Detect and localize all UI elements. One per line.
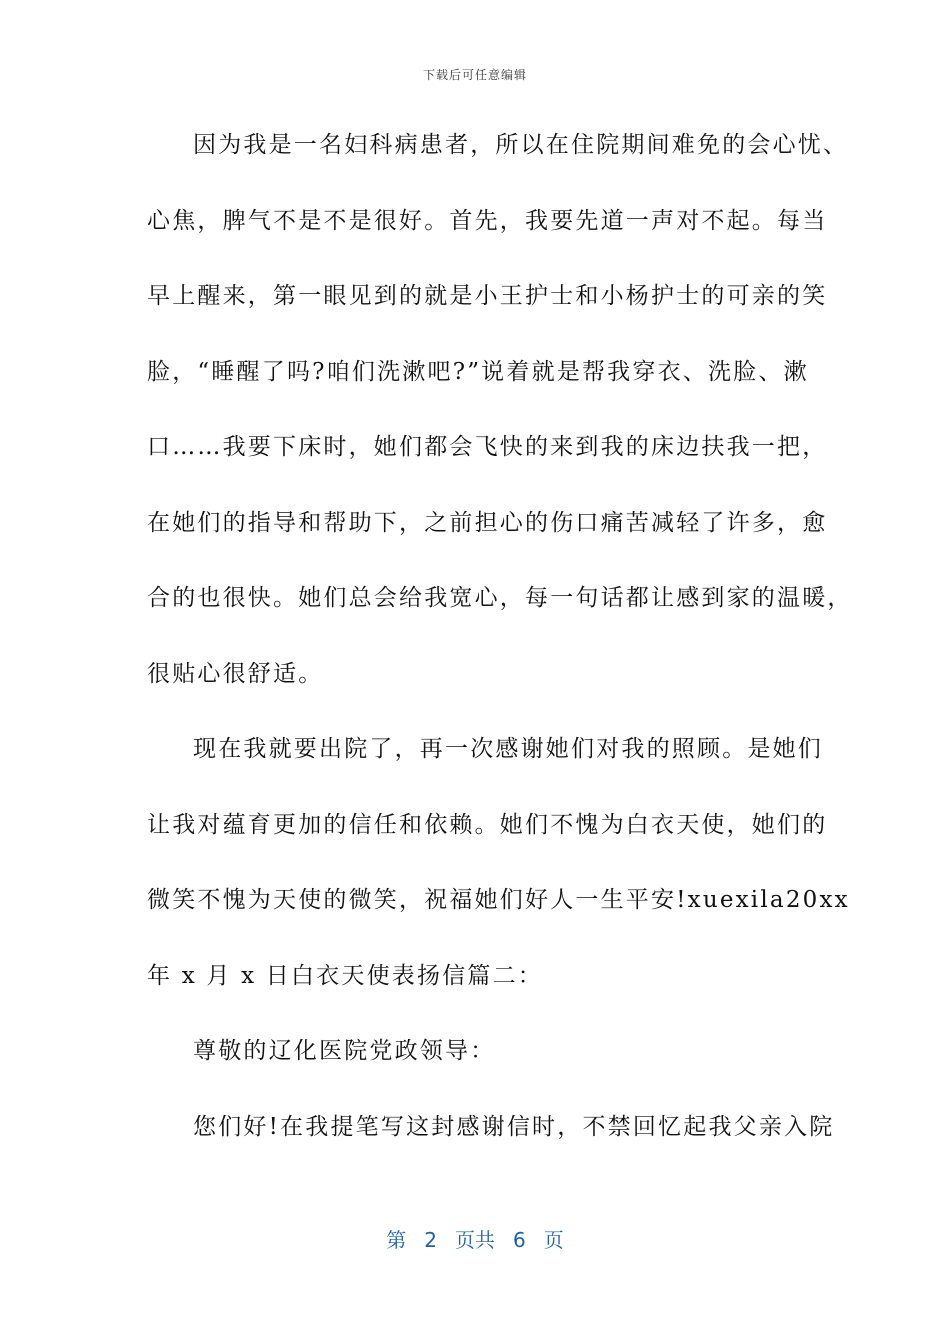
- text-line: 早上醒来，第一眼见到的就是小王护士和小杨护士的可亲的笑: [147, 283, 828, 309]
- current-page-number: 2: [424, 1228, 437, 1252]
- document-body: [147, 120, 853, 1177]
- text-line: 在她们的指导和帮助下，之前担心的伤口痛苦减轻了许多，愈: [147, 509, 828, 536]
- page-label: 页: [543, 1228, 564, 1252]
- text-line: 很贴心很舒适。: [147, 660, 324, 687]
- text-line: 您们好!在我提笔写这封感谢信时，不禁回忆起我父亲入院: [193, 1113, 835, 1140]
- text-line: 口……我要下床时，她们都会飞快的来到我的床边扶我一把，: [147, 434, 828, 460]
- page-footer: [0, 1224, 950, 1253]
- page-label: 页共: [455, 1228, 495, 1252]
- text-line: 脸，“睡醒了吗?咱们洗漱吧?”说着就是帮我穿衣、洗脸、漱: [147, 358, 809, 385]
- text-line: 年 x 月 x 日白衣天使表扬信篇二：: [147, 962, 543, 989]
- text-line: 因为我是一名妇科病患者，所以在住院期间难免的会心忧、: [193, 132, 849, 158]
- page-label: 第: [386, 1228, 407, 1252]
- text-line: 现在我就要出院了，再一次感谢她们对我的照顾。是她们: [193, 736, 823, 762]
- text-line: 微笑不愧为天使的微笑，祝福她们好人一生平安!xuexila20xx: [147, 887, 850, 913]
- text-line: 心焦，脾气不是不是很好。首先，我要先道一声对不起。每当: [147, 207, 828, 234]
- total-pages-number: 6: [513, 1228, 526, 1252]
- page-header: 下载后可任意编辑: [422, 68, 527, 82]
- text-line: 尊敬的辽化医院党政领导：: [193, 1038, 496, 1064]
- text-line: 合的也很快。她们总会给我宽心，每一句话都让感到家的温暖，: [147, 585, 853, 611]
- text-line: 让我对蕴育更加的信任和依赖。她们不愧为白衣天使，她们的: [147, 811, 828, 838]
